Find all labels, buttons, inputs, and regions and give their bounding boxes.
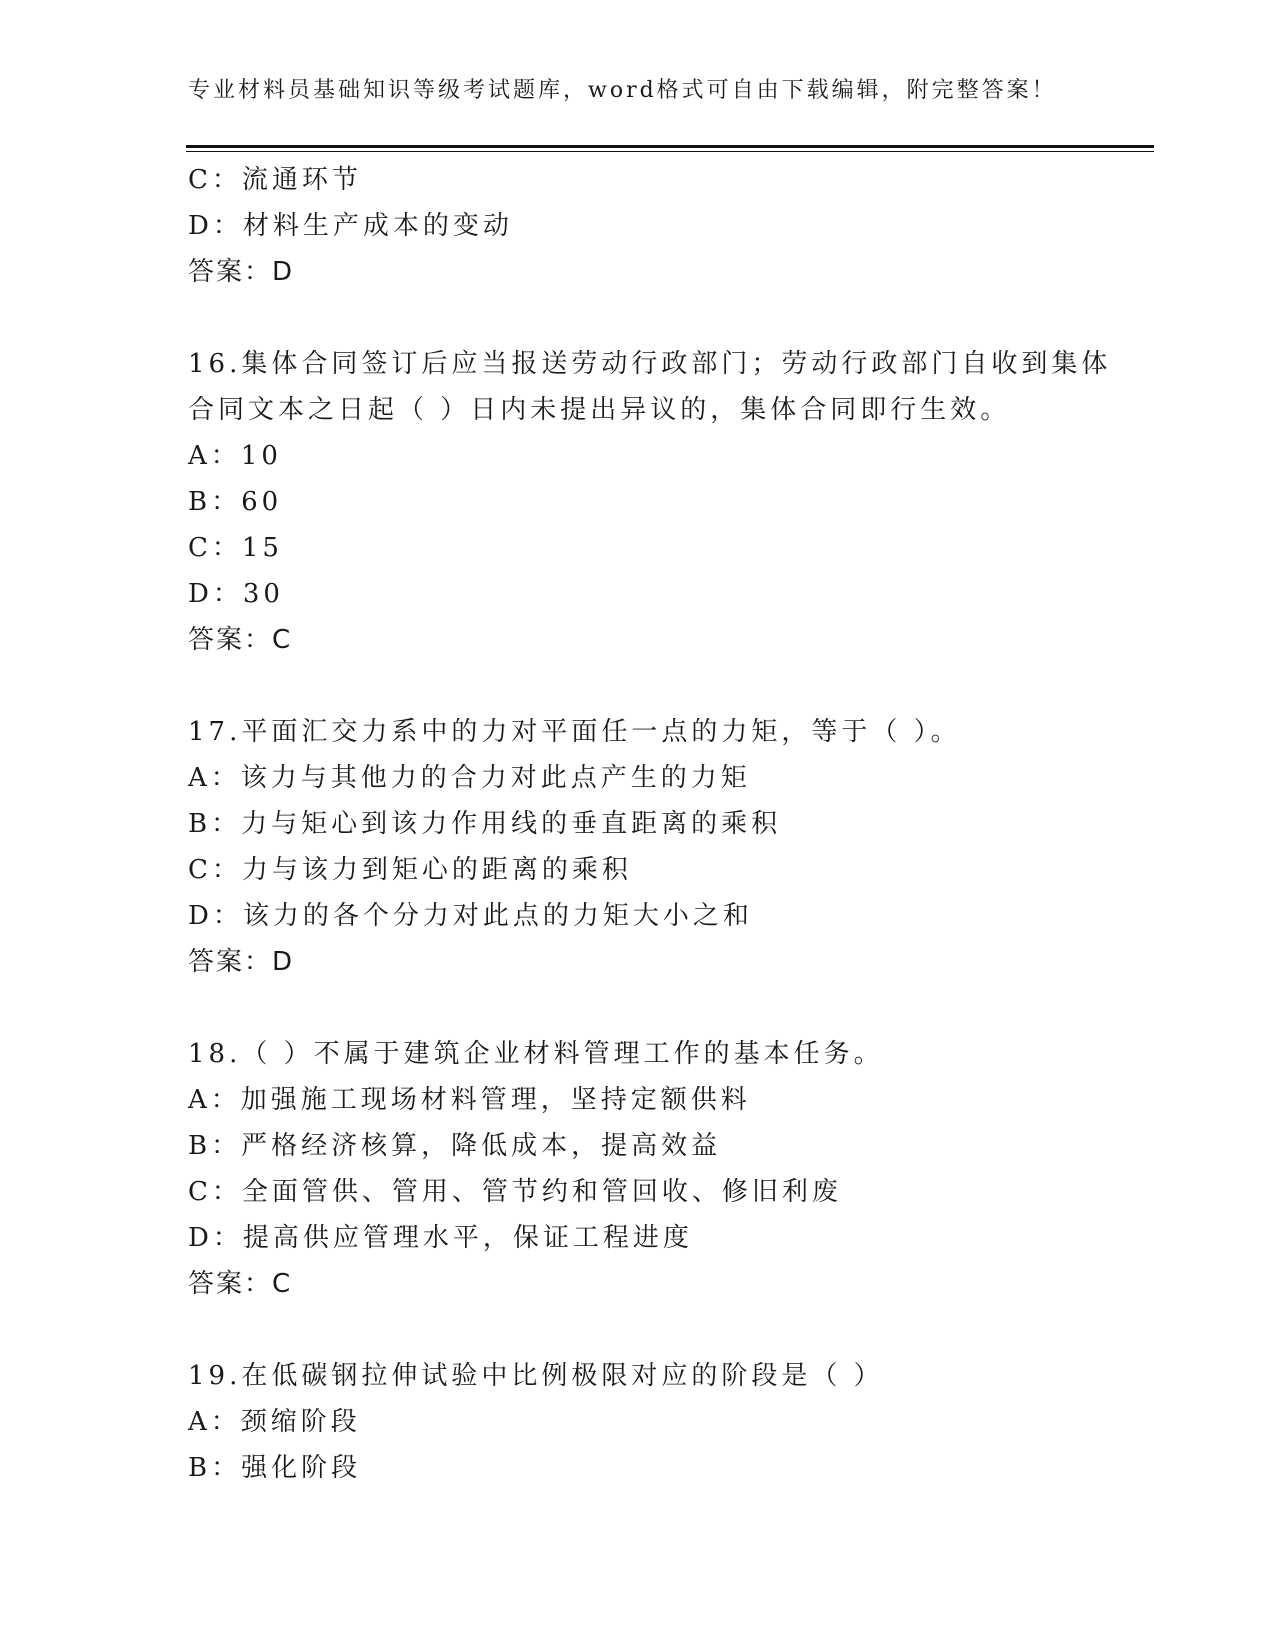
answer-line: 答案：C [188,625,293,655]
option-a: A：加强施工现场材料管理，坚持定额供料 [188,1085,751,1115]
question-18 [188,1031,1088,1307]
page-header-title: 专业材料员基础知识等级考试题库，word格式可自由下载编辑，附完整答案！ [188,78,1057,103]
spacer [188,985,1088,1031]
option-d: D：该力的各个分力对此点的力矩大小之和 [188,901,753,931]
question-stem: 18.（ ）不属于建筑企业材料管理工作的基本任务。 [188,1039,884,1069]
option-b: B：严格经济核算，降低成本，提高效益 [188,1131,722,1161]
option-a: A：颈缩阶段 [188,1407,361,1437]
option-b: B：60 [188,487,283,517]
spacer [188,663,1088,709]
option-c: C：全面管供、管用、管节约和管回收、修旧利废 [188,1177,842,1207]
option-b: B：强化阶段 [188,1453,362,1483]
question-stem: 19.在低碳钢拉伸试验中比例极限对应的阶段是（ ） [188,1361,884,1391]
option-d: D：材料生产成本的变动 [188,211,513,241]
answer-line: 答案：D [188,257,295,287]
option-d: D：30 [188,579,284,609]
answer-line: 答案：D [188,947,295,977]
option-a: A：10 [188,441,282,471]
answer-line: 答案：C [188,1269,293,1299]
spacer [188,295,1088,341]
question-17 [188,709,1088,985]
question-content [188,157,1112,1491]
option-b: B：力与矩心到该力作用线的垂直距离的乘积 [188,809,782,839]
option-a: A：该力与其他力的合力对此点产生的力矩 [188,763,751,793]
option-c: C：力与该力到矩心的距离的乘积 [188,855,632,885]
question-stem: 合同文本之日起（ ）日内未提出异议的，集体合同即行生效。 [188,395,1011,425]
option-c: C：15 [188,533,283,563]
header-divider-thin [186,151,1154,152]
question-19 [188,1353,1088,1491]
question-15-fragment [188,157,1088,295]
question-stem: 17.平面汇交力系中的力对平面任一点的力矩，等于（ ）。 [188,717,961,747]
header-divider-thick [186,145,1154,148]
question-stem: 16.集体合同签订后应当报送劳动行政部门；劳动行政部门自收到集体 [188,349,1112,379]
question-16 [188,341,1112,663]
option-c: C：流通环节 [188,165,362,195]
option-d: D：提高供应管理水平，保证工程进度 [188,1223,693,1253]
spacer [188,1307,1088,1353]
